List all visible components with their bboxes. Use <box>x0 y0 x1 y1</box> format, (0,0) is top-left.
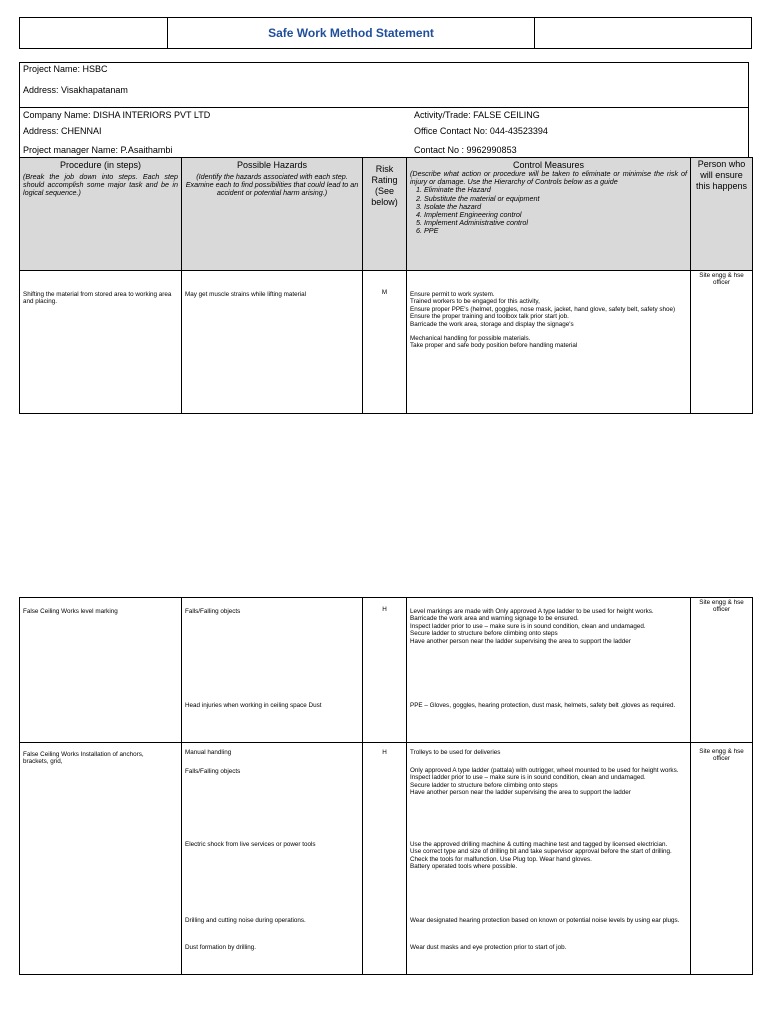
title-right-cell <box>535 18 752 49</box>
row1-hazard-text: May get muscle strains while lifting material <box>185 291 307 298</box>
row1-control <box>407 271 691 414</box>
row3-control-line: Use correct type and size of drilling bit and take supervisor approval before the start of drilling. <box>410 848 672 856</box>
row1-control-line <box>410 328 687 335</box>
row2-procedure-text: False Ceiling Works level marking <box>23 608 118 615</box>
method-table <box>19 157 753 414</box>
row2-control-line: Level markings are made with Only approved A type ladder to be used for height works. <box>410 608 654 615</box>
row3-control-b <box>410 767 686 797</box>
hazards-header-note: (Identify the hazards associated with each step. Examine each to find possibilities that could lead to an accident or potential harm arising.) <box>185 172 359 198</box>
hierarchy-item: 4. Implement Engineering control <box>424 211 687 219</box>
office-contact: Office Contact No: 044-43523394 <box>414 126 548 136</box>
table-row <box>20 271 753 414</box>
row1-person-text: Site engg & hse officer <box>699 272 744 287</box>
row1-control-line: Ensure permit to work system. <box>410 291 495 298</box>
control-header-title: Control Measures <box>512 160 585 170</box>
row2-person-text: Site engg & hse officer <box>699 599 744 614</box>
row2-control-line: Barricade the work area and warning signage to be ensured. <box>410 615 579 623</box>
row3-hazard-b: Falls/Falling objects <box>185 768 241 775</box>
hazards-header <box>182 158 363 271</box>
row2-control-line: Have another person near the ladder supervising the area to support the ladder <box>410 637 631 645</box>
hierarchy-item: 2. Substitute the material or equipment <box>424 195 687 203</box>
activity-trade: Activity/Trade: FALSE CEILING <box>414 110 540 120</box>
control-header <box>407 158 691 271</box>
risk-header <box>363 158 407 271</box>
row3-hazard-c: Electric shock from live services or power tools <box>185 841 316 848</box>
row1-procedure <box>20 271 182 414</box>
row3-procedure-text: False Ceiling Works Installation of anchors, brackets, grid, <box>23 751 144 766</box>
row3-hazard-a: Manual handling <box>185 749 232 756</box>
row3-control-d: Wear designated hearing protection based on known or potential noise levels by using ear plugs. <box>410 917 680 924</box>
control-header-note: (Describe what action or procedure will be taken to eliminate or minimise the risk of injury or damage. Use the Hierarchy of Controls below as a guide <box>410 169 687 187</box>
row3-control-line: Only approved A type ladder (pattala) with outrigger, wheel mounted to be used for height works. <box>410 767 679 774</box>
row3-control-line: Check the tools for malfunction. Use Plug top. Wear hand gloves. <box>410 855 592 863</box>
header-row <box>20 158 753 271</box>
row3-procedure <box>20 743 182 975</box>
row1-control-line: Barricade the work area, storage and display the signage's <box>410 320 574 328</box>
row1-risk <box>363 271 407 414</box>
row3-control-e: Wear dust masks and eye protection prior to start of job. <box>410 944 567 951</box>
table-row <box>20 598 753 743</box>
title-left-cell <box>20 18 168 49</box>
row2-hazard-a: Falls/Falling objects <box>185 608 241 615</box>
row1-control-line: Trained workers to be engaged for this activity, <box>410 298 540 306</box>
procedure-header-note: (Break the job down into steps. Each step should accomplish some major task and be in logical sequence.) <box>23 172 178 198</box>
row3-risk-text: H <box>382 749 387 756</box>
row3-person-text: Site engg & hse officer <box>699 748 744 763</box>
row3-control-line: Inspect ladder prior to use – make sure is in sound condition, clean and undamaged. <box>410 774 646 782</box>
row2-hazard-b: Head injuries when working in ceiling space Dust <box>185 702 322 709</box>
row3-hazard <box>182 743 363 975</box>
row1-hazard <box>182 271 363 414</box>
row3-control-c <box>410 841 686 871</box>
row3-control <box>407 743 691 975</box>
row2-control-line: Secure ladder to structure before climbing onto steps <box>410 630 558 638</box>
table-row <box>20 743 753 975</box>
row1-control-list <box>410 291 687 350</box>
row3-control-a: Trolleys to be used for deliveries <box>410 749 501 756</box>
row2-risk <box>363 598 407 743</box>
hierarchy-item: 6. PPE <box>424 227 687 235</box>
row2-risk-text: H <box>382 606 387 613</box>
title-table <box>19 17 752 49</box>
row3-hazard-e: Dust formation by drilling. <box>185 944 257 951</box>
row1-person <box>691 271 753 414</box>
hazards-header-title: Possible Hazards <box>236 160 308 170</box>
row2-control <box>407 598 691 743</box>
hierarchy-list <box>410 186 687 235</box>
row3-person <box>691 743 753 975</box>
company-name: Company Name: DISHA INTERIORS PVT LTD <box>23 110 211 120</box>
row1-control-line: Mechanical handling for possible materials. <box>410 335 531 343</box>
row1-control-line: Ensure proper PPE's (helmet, goggles, nose mask, jacket, hand glove, safety belt, safety shoe) <box>410 305 676 313</box>
row1-risk-text: M <box>381 289 388 296</box>
project-box <box>19 62 749 108</box>
company-box <box>19 108 749 158</box>
procedure-header <box>20 158 182 271</box>
row3-control-line: Secure ladder to structure before climbing onto steps <box>410 781 558 789</box>
contact-number: Contact No : 9962990853 <box>414 145 517 155</box>
row2-control-list <box>410 608 687 645</box>
row1-control-line: Ensure the proper training and toolbox talk prior start job. <box>410 313 569 321</box>
project-manager: Project manager Name: P.Asaithambi <box>23 145 173 155</box>
row3-risk <box>363 743 407 975</box>
company-address: Address: CHENNAI <box>23 126 102 136</box>
row2-procedure <box>20 598 182 743</box>
person-header <box>691 158 753 271</box>
row2-control-line: Inspect ladder prior to use – make sure is in sound condition, clean and undamaged. <box>410 622 646 630</box>
row3-control-line: Use the approved drilling machine & cutting machine test and tagged by licensed electrician. <box>410 841 668 848</box>
row2-control-ppe: PPE – Gloves, goggles, hearing protection, dust mask, helmets, safety belt ,gloves as required. <box>410 702 676 709</box>
row1-control-line: Take proper and safe body position before handling material <box>410 342 578 350</box>
row2-hazard <box>182 598 363 743</box>
person-header-title: Person who will ensure this happens <box>695 159 748 191</box>
row2-person <box>691 598 753 743</box>
project-address: Address: Visakhapatanam <box>23 85 128 95</box>
row3-control-line: Have another person near the ladder supervising the area to support the ladder <box>410 789 631 797</box>
hierarchy-item: 1. Eliminate the Hazard <box>424 186 687 194</box>
project-name: Project Name: HSBC <box>23 64 108 74</box>
procedure-header-title: Procedure (in steps) <box>59 160 142 170</box>
row1-procedure-text: Shifting the material from stored area to working area and placing. <box>23 291 172 306</box>
hierarchy-item: 5. Implement Administrative control <box>424 219 687 227</box>
method-table-continued <box>19 597 753 975</box>
risk-header-title: Risk Rating (See below) <box>371 164 398 207</box>
page-title: Safe Work Method Statement <box>168 18 535 49</box>
row3-control-line: Battery operated tools where possible. <box>410 863 518 871</box>
row3-hazard-d: Drilling and cutting noise during operations. <box>185 917 306 924</box>
hierarchy-item: 3. Isolate the hazard <box>424 203 687 211</box>
